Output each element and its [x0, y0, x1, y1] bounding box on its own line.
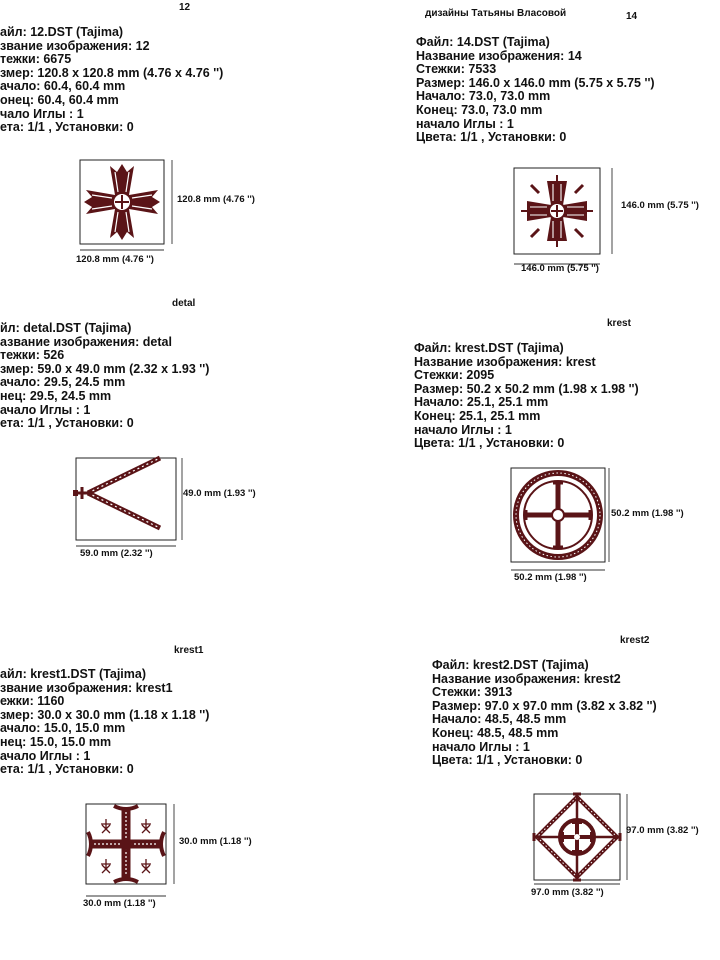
info-needle: начало Иглы : 1 [432, 739, 530, 754]
info-start: Начало: 25.1, 25.1 mm [414, 395, 549, 410]
info-stitches: тежки: 6675 [0, 52, 72, 67]
info-size: Размер: 97.0 x 97.0 mm (3.82 x 3.82 '') [432, 698, 657, 713]
info-file: Файл: krest2.DST (Tajima) [432, 658, 589, 672]
height-label: 97.0 mm (3.82 '') [626, 825, 699, 836]
info-size: Размер: 146.0 x 146.0 mm (5.75 x 5.75 '') [416, 75, 655, 90]
info-file: Файл: 14.DST (Tajima) [416, 35, 550, 49]
info-name: азвание изображения: detal [0, 334, 172, 349]
anchor-cross-icon [88, 806, 164, 882]
info-size: змер: 59.0 x 49.0 mm (2.32 x 1.93 '') [0, 361, 210, 376]
design-info [432, 659, 657, 768]
diamond-cross-icon [534, 794, 620, 880]
info-size: змер: 30.0 x 30.0 mm (1.18 x 1.18 '') [0, 707, 210, 722]
design-info [0, 26, 223, 135]
maltese-cross-icon [84, 164, 160, 240]
info-start: ачало: 29.5, 24.5 mm [0, 375, 126, 390]
info-start: Начало: 73.0, 73.0 mm [416, 89, 551, 104]
info-needle: начало Иглы : 1 [414, 422, 512, 437]
info-name: звание изображения: krest1 [0, 680, 173, 695]
info-needle: чало Иглы : 1 [0, 106, 84, 121]
height-label: 50.2 mm (1.98 '') [611, 508, 684, 519]
design-info [414, 342, 639, 451]
info-file: айл: 12.DST (Tajima) [0, 25, 124, 39]
info-needle: ачало Иглы : 1 [0, 748, 91, 763]
design-title: 12 [179, 2, 191, 13]
design-preview [78, 796, 183, 906]
info-name: Название изображения: krest2 [432, 671, 621, 686]
info-end: онец: 60.4, 60.4 mm [0, 92, 119, 107]
info-name: Название изображения: krest [414, 354, 596, 369]
info-colors: ета: 1/1 , Установки: 0 [0, 120, 134, 135]
info-colors: Цвета: 1/1 , Установки: 0 [432, 753, 583, 768]
info-colors: Цвета: 1/1 , Установки: 0 [416, 130, 567, 145]
circled-cross-icon [516, 473, 600, 557]
info-size: Размер: 50.2 x 50.2 mm (1.98 x 1.98 '') [414, 381, 639, 396]
info-colors: Цвета: 1/1 , Установки: 0 [414, 436, 565, 451]
design-info [0, 322, 209, 431]
info-stitches: Стежки: 2095 [414, 368, 495, 383]
info-colors: ета: 1/1 , Установки: 0 [0, 416, 134, 431]
design-title: detal [172, 298, 196, 309]
preview-frame [76, 458, 176, 540]
height-label: 120.8 mm (4.76 '') [177, 194, 255, 205]
info-stitches: ежки: 1160 [0, 694, 65, 709]
info-end: Конец: 73.0, 73.0 mm [416, 102, 543, 117]
width-label: 146.0 mm (5.75 '') [521, 263, 599, 274]
design-preview [70, 150, 180, 260]
info-file: Файл: krest.DST (Tajima) [414, 341, 564, 355]
width-label: 59.0 mm (2.32 '') [80, 548, 153, 559]
design-info [416, 36, 655, 145]
info-stitches: Стежки: 7533 [416, 62, 497, 77]
info-end: Конец: 25.1, 25.1 mm [414, 408, 541, 423]
height-label: 30.0 mm (1.18 '') [179, 836, 252, 847]
info-start: Начало: 48.5, 48.5 mm [432, 712, 567, 727]
design-title: krest [607, 318, 631, 329]
info-stitches: тежки: 526 [0, 348, 65, 363]
info-file: айл: krest1.DST (Tajima) [0, 667, 146, 681]
info-needle: начало Иглы : 1 [416, 116, 514, 131]
design-preview [505, 462, 615, 582]
design-title: 14 [626, 11, 638, 22]
info-end: нец: 29.5, 24.5 mm [0, 388, 112, 403]
width-label: 120.8 mm (4.76 '') [76, 254, 154, 265]
design-title: krest1 [174, 645, 204, 656]
width-label: 97.0 mm (3.82 '') [531, 887, 604, 898]
height-label: 49.0 mm (1.93 '') [183, 488, 256, 499]
page-header: дизайны Татьяны Власовой [425, 8, 567, 19]
info-end: нец: 15.0, 15.0 mm [0, 734, 112, 749]
cross-with-rays-icon [521, 175, 593, 247]
info-start: ачало: 15.0, 15.0 mm [0, 721, 126, 736]
info-name: Название изображения: 14 [416, 48, 582, 63]
design-preview [526, 788, 636, 888]
info-end: Конец: 48.5, 48.5 mm [432, 725, 559, 740]
info-colors: ета: 1/1 , Установки: 0 [0, 762, 134, 777]
info-size: змер: 120.8 x 120.8 mm (4.76 x 4.76 '') [0, 65, 224, 80]
design-preview [512, 160, 632, 280]
info-stitches: Стежки: 3913 [432, 685, 513, 700]
info-start: ачало: 60.4, 60.4 mm [0, 79, 126, 94]
design-preview [70, 452, 190, 552]
chevron-ornament-icon [73, 458, 160, 528]
design-title: krest2 [620, 635, 650, 646]
width-label: 50.2 mm (1.98 '') [514, 572, 587, 583]
info-name: звание изображения: 12 [0, 38, 150, 53]
design-info [0, 668, 209, 777]
width-label: 30.0 mm (1.18 '') [83, 898, 156, 909]
height-label: 146.0 mm (5.75 '') [621, 200, 699, 211]
info-file: йл: detal.DST (Tajima) [0, 321, 132, 335]
info-needle: ачало Иглы : 1 [0, 402, 91, 417]
